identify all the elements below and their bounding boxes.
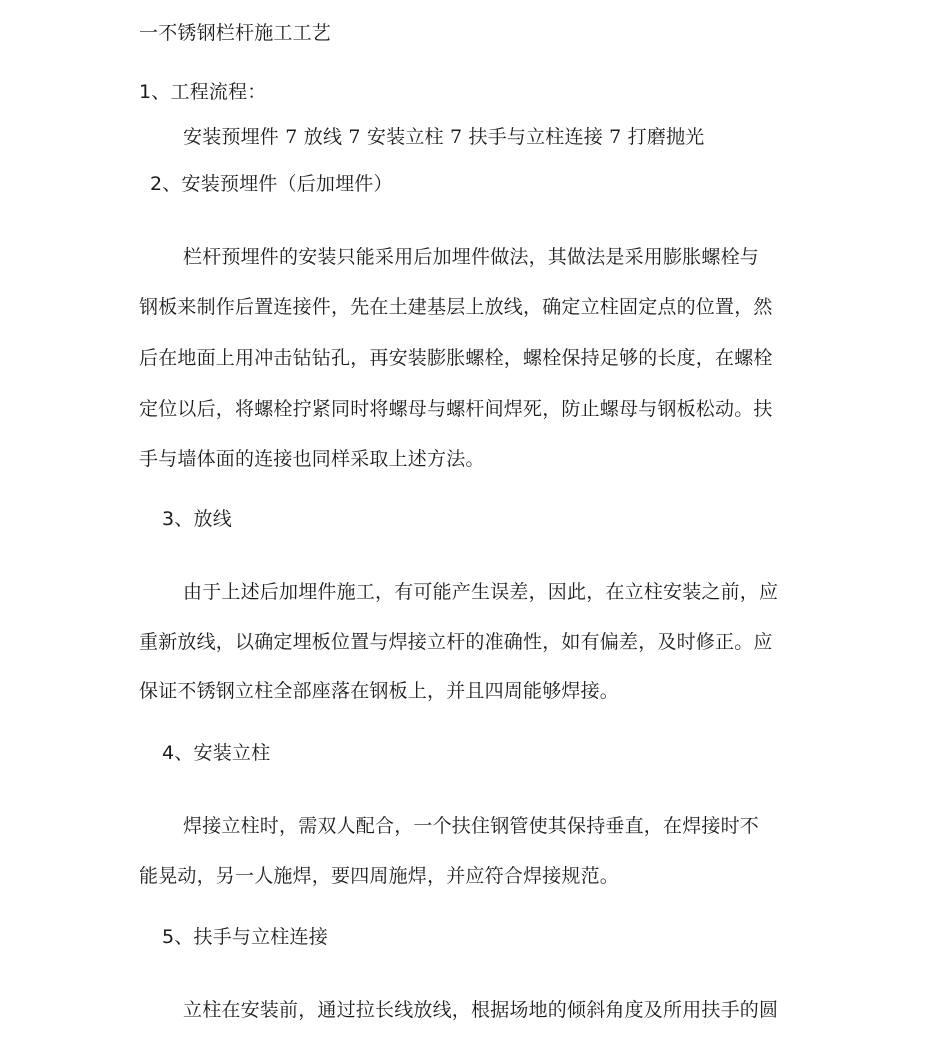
section-3-line-3: 保证不锈钢立柱全部座落在钢板上，并且四周能够焊接。 xyxy=(139,680,620,702)
section-4-line-2: 能晃动，另一人施焊，要四周施焊，并应符合焊接规范。 xyxy=(139,865,620,887)
section-1-line-1: 安装预埋件 7 放线 7 安装立柱 7 扶手与立柱连接 7 打磨抛光 xyxy=(183,126,705,148)
section-2-line-4: 定位以后，将螺栓拧紧同时将螺母与螺杆间焊死，防止螺母与钢板松动。扶 xyxy=(139,398,773,420)
document-title: 一不锈钢栏杆施工工艺 xyxy=(139,22,332,44)
section-1-heading: 1、工程流程： xyxy=(139,81,267,103)
section-5-line-1: 立柱在安装前，通过拉长线放线，根据场地的倾斜角度及所用扶手的圆 xyxy=(183,999,779,1021)
section-2-line-3: 后在地面上用冲击钻钻孔，再安装膨胀螺栓，螺栓保持足够的长度，在螺栓 xyxy=(139,347,773,369)
section-2-line-2: 钢板来制作后置连接件，先在土建基层上放线，确定立柱固定点的位置，然 xyxy=(139,296,773,318)
section-2-line-5: 手与墙体面的连接也同样采取上述方法。 xyxy=(139,448,485,470)
section-3-line-1: 由于上述后加埋件施工，有可能产生误差，因此，在立柱安装之前，应 xyxy=(183,581,779,603)
section-3-heading: 3、放线 xyxy=(162,508,232,530)
section-2-heading: 2、安装预埋件（后加埋件） xyxy=(150,173,393,195)
section-2-line-1: 栏杆预埋件的安装只能采用后加埋件做法，其做法是采用膨胀螺栓与 xyxy=(183,246,760,268)
section-5-heading: 5、扶手与立柱连接 xyxy=(162,926,328,948)
section-4-heading: 4、安装立柱 xyxy=(162,742,271,764)
section-4-line-1: 焊接立柱时，需双人配合，一个扶住钢管使其保持垂直，在焊接时不 xyxy=(183,815,760,837)
section-3-line-2: 重新放线，以确定埋板位置与焊接立杆的准确性，如有偏差，及时修正。应 xyxy=(139,631,773,653)
